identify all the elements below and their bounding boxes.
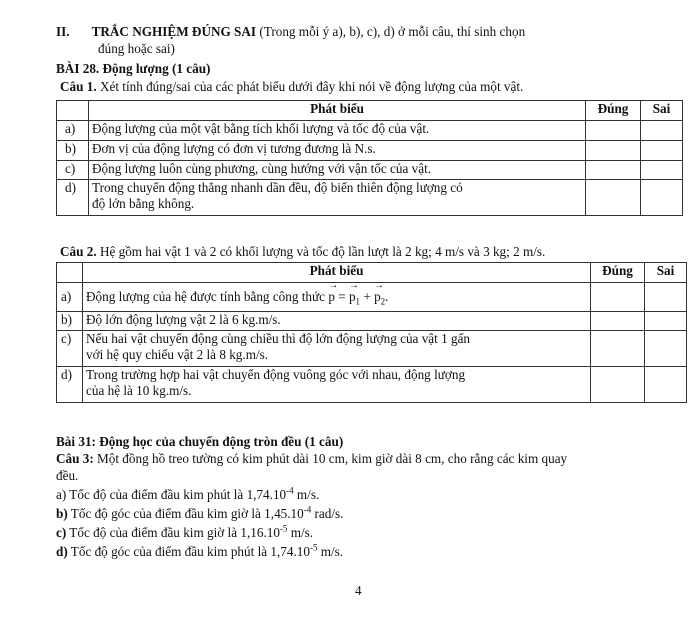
row-statement: Động lượng luôn cùng phương, cùng hướng với vận tốc của vật. bbox=[89, 161, 586, 180]
table-row bbox=[57, 367, 687, 403]
row-statement: Động lượng của một vật bằng tích khối lượng và tốc độ của vật. bbox=[89, 121, 586, 141]
q2-header-true: Đúng bbox=[591, 263, 645, 283]
q3-text: Một đồng hồ treo tường có kim phút dài 10 cm, kim giờ dài 8 cm, cho rằng các kim quay bbox=[93, 451, 568, 466]
table-row bbox=[57, 141, 683, 161]
section-heading bbox=[56, 24, 525, 40]
row-label: b) bbox=[57, 141, 89, 161]
false-cell[interactable] bbox=[641, 141, 683, 161]
row-label: d) bbox=[57, 367, 83, 403]
q1-header-statement: Phát biểu bbox=[89, 101, 586, 121]
row-label: c) bbox=[57, 161, 89, 180]
q1-label: Câu 1. bbox=[60, 79, 97, 94]
true-cell[interactable] bbox=[586, 161, 641, 180]
bai28-title: BÀI 28. Động lượng (1 câu) bbox=[56, 61, 211, 76]
answer-a: a) Tốc độ của điểm đầu kim phút là $1,74.10^{-4}$ m/s. bbox=[56, 485, 320, 502]
true-cell[interactable] bbox=[591, 283, 645, 312]
false-cell[interactable] bbox=[641, 121, 683, 141]
section-title-bold: TRẮC NGHIỆM ĐÚNG SAI bbox=[91, 24, 257, 39]
vector-p1: → p bbox=[348, 280, 359, 305]
q2-prompt bbox=[60, 244, 545, 260]
false-cell[interactable] bbox=[645, 283, 687, 312]
table-row bbox=[57, 283, 687, 312]
q2-header-statement: Phát biểu bbox=[83, 263, 591, 283]
section-title-rest: (Trong mỗi ý a), b), c), d) ở mỗi câu, thí sinh chọn bbox=[256, 24, 526, 39]
table-row bbox=[57, 312, 687, 331]
table-row bbox=[57, 121, 683, 141]
table-row bbox=[57, 180, 683, 216]
q3-text-line2: đều. bbox=[56, 468, 79, 483]
section-number: II. bbox=[56, 24, 70, 39]
q1-header-false: Sai bbox=[641, 101, 683, 121]
q3-prompt bbox=[56, 451, 567, 467]
row-statement: Trong chuyển động thẳng nhanh dần đều, độ biến thiên động lượng có độ lớn bằng không. bbox=[89, 180, 586, 216]
false-cell[interactable] bbox=[641, 180, 683, 216]
page-number: 4 bbox=[355, 583, 362, 598]
true-cell[interactable] bbox=[586, 121, 641, 141]
row-statement: Nếu hai vật chuyển động cùng chiều thì độ lớn động lượng của vật 1 gấn với hệ quy chiếu vật 2 là 8 kg.m/s. bbox=[83, 331, 591, 367]
row-label: b) bbox=[57, 312, 83, 331]
table-row bbox=[57, 161, 683, 180]
vector-p: → p bbox=[328, 280, 339, 305]
table-row bbox=[57, 331, 687, 367]
row-statement: Đơn vị của động lượng có đơn vị tương đương là N.s. bbox=[89, 141, 586, 161]
row-statement: Trong trường hợp hai vật chuyển động vuông góc với nhau, động lượng của hệ là 10 kg.m/s. bbox=[83, 367, 591, 403]
row-label: a) bbox=[57, 283, 83, 312]
q3-label: Câu 3: bbox=[56, 451, 94, 466]
q2-label: Câu 2. bbox=[60, 244, 97, 259]
q2-header-false: Sai bbox=[645, 263, 687, 283]
q1-text: Xét tính đúng/sai của các phát biểu dưới đây khi nói về động lượng của một vật. bbox=[96, 79, 524, 94]
q1-prompt bbox=[60, 79, 523, 95]
false-cell[interactable] bbox=[645, 367, 687, 403]
true-cell[interactable] bbox=[586, 141, 641, 161]
row-statement: Độ lớn động lượng vật 2 là 6 kg.m/s. bbox=[83, 312, 591, 331]
false-cell[interactable] bbox=[641, 161, 683, 180]
q1-header-true: Đúng bbox=[586, 101, 641, 121]
true-cell[interactable] bbox=[586, 180, 641, 216]
answer-c: c) Tốc độ của điểm đầu kim giờ là $1,16.10^{-5}$ m/s. bbox=[56, 523, 314, 540]
true-cell[interactable] bbox=[591, 312, 645, 331]
answer-b: b) Tốc độ góc của điểm đầu kim giờ là $1,45.10^{-4}$ rad/s. bbox=[56, 504, 344, 521]
true-cell[interactable] bbox=[591, 331, 645, 367]
row-label: a) bbox=[57, 121, 89, 141]
bai31-title: Bài 31: Động học của chuyển động tròn đều (1 câu) bbox=[56, 434, 344, 449]
q1-table bbox=[56, 100, 683, 216]
section-title-line2: đúng hoặc sai) bbox=[98, 41, 175, 56]
row-label: c) bbox=[57, 331, 83, 367]
q2-text: Hệ gồm hai vật 1 và 2 có khối lượng và tốc độ lần lượt là 2 kg; 4 m/s và 3 kg; 2 m/s. bbox=[96, 244, 546, 259]
true-cell[interactable] bbox=[591, 367, 645, 403]
row-statement: Động lượng của hệ được tính bằng công thức → p = → $p_1$ + → $p_2$. bbox=[83, 283, 591, 312]
answer-d: d) Tốc độ góc của điểm đầu kim phút là $1,74.10^{-5}$ m/s. bbox=[56, 542, 344, 559]
row-label: d) bbox=[57, 180, 89, 216]
q2-table bbox=[56, 262, 687, 403]
false-cell[interactable] bbox=[645, 312, 687, 331]
false-cell[interactable] bbox=[645, 331, 687, 367]
vector-p2: → p bbox=[374, 280, 385, 305]
